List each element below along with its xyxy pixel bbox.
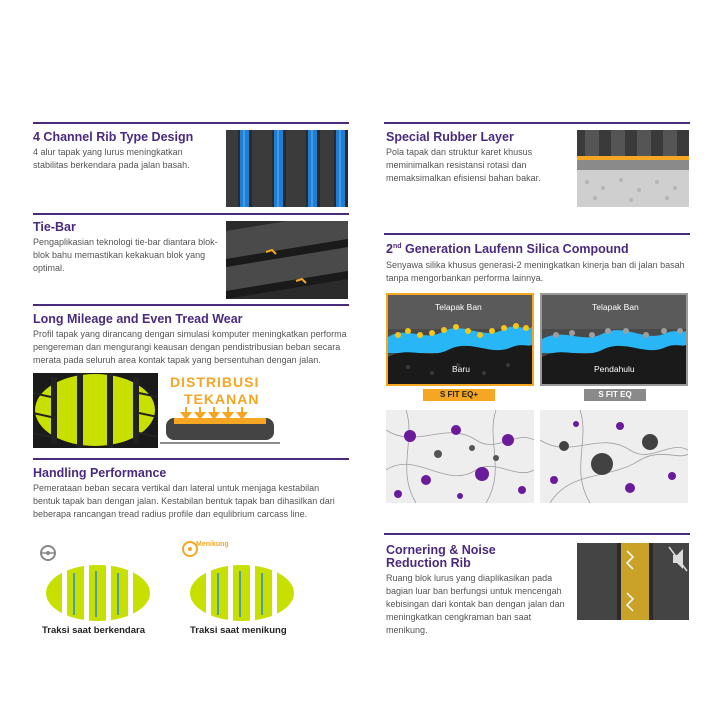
silica-title-post: Generation Laufenn Silica Compound [401,242,629,256]
cornering-title-2: Reduction Rib [386,556,471,570]
rubber-text: Pola tapak dan struktur karet khusus meminimalkan resistansi rotasi dan memaksimalkan efisiensi bahan bakar. [386,147,541,183]
silica-panel-old-label: Telapak Ban [592,302,639,312]
molecule-old-image [540,410,688,503]
cornering-text: Ruang blok lurus yang diaplikasikan pada bagian luar ban berfungsi untuk mencengah kebisingan dari kontak ban dengan jalan dan meningkatkan cengkraman ban saat menikung. [386,573,565,635]
badge-new: S FIT EQ+ [423,389,495,401]
section-rule [33,458,349,460]
tiebar-image [226,221,348,299]
pressure-label-1: DISTRIBUSI [170,374,260,390]
steering-wheel-icon [41,546,55,560]
section-rule [33,122,349,124]
handling-text: Pemerataan beban secara vertikal dan lateral untuk menjaga kestabilan bentuk tapak ban dengan jalan. Kestabilan bentuk tapak ban dihasilkan dari beberapa rancangan tread radius profile dan equlibrium carcass line. [33,483,335,519]
silica-old-label: Pendahulu [594,364,635,374]
silica-text: Senyawa silika khusus generasi-2 meningkatkan kinerja ban di jalan basah tanpa mengorbankan performa lainnya. [386,260,685,283]
rib-text: 4 alur tapak yang lurus meningkatkan stabilitas berkendara pada jalan basah. [33,147,190,170]
rib-title: 4 Channel Rib Type Design [33,130,194,144]
mileage-title: Long Mileage and Even Tread Wear [33,312,243,326]
section-rule [384,233,690,235]
tiebar-text: Pengaplikasian teknologi tie-bar diantara blok-blok bahu memastikan kekakuan blok yang optimal. [33,237,218,273]
section-rule [384,533,690,535]
section-rule [33,213,349,215]
silica-title-sup: nd [392,242,402,250]
silica-title-pre: 2 [386,242,393,256]
silica-new-label: Baru [452,364,470,374]
tiebar-title: Tie-Bar [33,220,76,234]
cornering-footprint-image [180,537,300,623]
tread-footprint-image [33,373,158,448]
molecule-new-image [386,410,534,503]
pressure-label-2: TEKANAN [184,391,260,407]
silica-title [386,242,629,256]
noise-rib-image [577,543,689,620]
handling-title: Handling Performance [33,466,167,480]
rib-tread-image [226,130,348,207]
section-rule [384,122,690,124]
section-rule [33,304,349,306]
driving-caption: Traksi saat berkendara [42,625,145,636]
silica-panel-new-label: Telapak Ban [435,302,482,312]
mileage-text: Profil tapak yang dirancang dengan simulasi komputer meningkatkan performa pengereman dan mengurangi keausan dengan pendistribusian beban secara merata pada seluruh area kontak tapak yang bersentuhan dengan jalan. [33,329,347,365]
cornering-title-1: Cornering & Noise [386,543,496,557]
cornering-caption: Traksi saat menikung [190,625,287,636]
rubber-title: Special Rubber Layer [386,130,514,144]
driving-footprint-image [36,543,156,623]
steering-wheel-icon [183,542,197,556]
cornering-tag: Menikung [196,541,229,548]
rubber-layer-image [577,130,689,207]
badge-old: S FIT EQ [584,389,646,401]
